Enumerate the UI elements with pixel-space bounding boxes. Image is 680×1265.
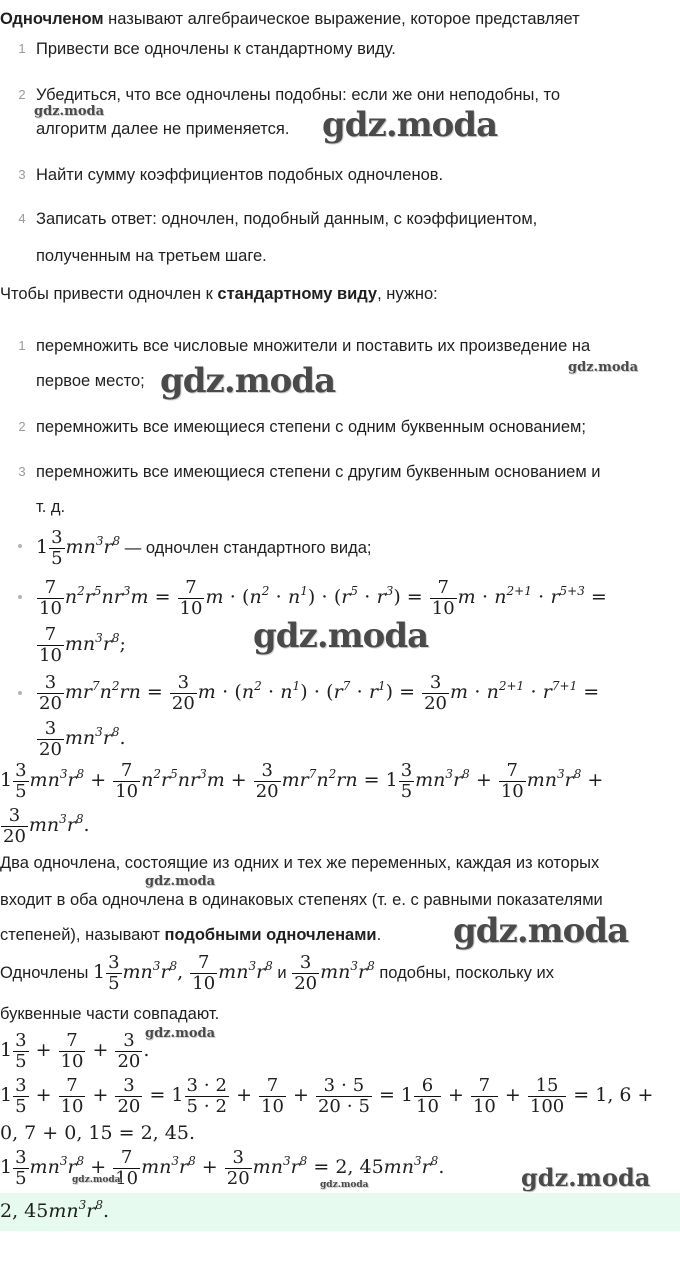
similar-example: Одночлены 1 $\frac{3}{5}$ $mn^3r^8$, $\frac{7}{10}$ $mn^3r^8$ и $\frac{3}{20}$ $mn^3r^8$ подобны, поскольку их xyxy=(0,951,554,994)
formula-bullet-2-cont: $\frac{7}{10}$ $mn^3r^8$; xyxy=(39,623,126,666)
standard-step-1-line-2: первое место; xyxy=(36,372,145,390)
algorithm-step-number: 2 xyxy=(18,87,26,102)
similar-definition-line-1: Два одночлена, состоящие из одних и тех же переменных, каждая из которых xyxy=(0,854,600,872)
algorithm-step-2-line-2: алгоритм далее не применяется. xyxy=(36,120,290,138)
standard-step-number: 2 xyxy=(18,419,26,434)
watermark: gdz.moda xyxy=(145,1026,216,1041)
formula-final-sum: 1 $\frac{3}{5}$ $mn^3r^8$ + $\frac{7}{10}$ $mn^3r^8$ + $\frac{3}{20}$ $mn^3r^8 = 2$, $45mn^3r^8$. xyxy=(0,1146,445,1189)
standard-step-1: перемножить все числовые множители и поставить их произведение на xyxy=(36,337,591,355)
bullet xyxy=(16,542,24,550)
standard-step-number: 3 xyxy=(18,464,26,479)
formula-coefficient-sum: 1 $\frac{3}{5}$ + $\frac{7}{10}$ + $\frac{3}{20}$ . xyxy=(0,1029,150,1072)
bullet xyxy=(16,593,24,601)
formula-coefficient-calc: 1 $\frac{3}{5}$ + $\frac{7}{10}$ + $\frac{3}{20}$ = 1 $\frac{3 \cdot 2}{5 \cdot 2}$ + $\frac{7}{10}$ + $\frac{3 \cdot 5}{20 \cdot 5}$ = 1 $\frac{6}{10}$ + $\frac{7}{10}$ + $\frac{15}{100}$ = 1, 6 + xyxy=(0,1074,654,1117)
algorithm-step-3: Найти сумму коэффициентов подобных одночленов. xyxy=(36,166,444,184)
formula-bullet-3: $\frac{3}{20}$ $mr^7n^2rn$ = $\frac{3}{20}$ $m \cdot (n^2 \cdot n^1) \cdot (r^7 \cdot r^1)$ = $\frac{3}{20}$ $m \cdot n^{2+1} \cdot r^{7+1}$ = xyxy=(39,671,600,714)
watermark: gdz.moda xyxy=(72,1175,121,1185)
algorithm-step-1: Привести все одночлены к стандартному виду. xyxy=(36,40,396,58)
formula-combined-cont: $\frac{3}{20}$ $mn^3r^8$. xyxy=(3,804,90,847)
formula-bullet-3-cont: $\frac{3}{20}$ $mn^3r^8$. xyxy=(39,717,126,760)
watermark: gdz.moda xyxy=(320,1180,369,1190)
watermark: gdz.moda xyxy=(34,104,105,119)
answer-value: 2, $45mn^3r^8$. xyxy=(0,1198,110,1222)
algorithm-step-4: Записать ответ: одночлен, подобный данным, с коэффициентом, xyxy=(36,210,538,228)
standard-step-3-line-2: т. д. xyxy=(36,498,66,516)
algorithm-step-number: 1 xyxy=(18,41,26,56)
formula-coefficient-result: 0, 7 + 0, 15 = 2, 45. xyxy=(0,1122,195,1144)
watermark: gdz.moda xyxy=(521,1163,651,1192)
similar-definition-line-3: степеней), называют подобными одночленами. xyxy=(0,926,382,944)
formula-bullet-2: $\frac{7}{10}$ $n^2r^5nr^3m$ = $\frac{7}{10}$ $m \cdot (n^2 \cdot n^1) \cdot (r^5 \cdot r^3)$ = $\frac{7}{10}$ $m \cdot n^{2+1} \cdot r^{5+3}$ = xyxy=(39,576,607,619)
watermark: gdz.moda xyxy=(253,616,429,656)
standard-step-number: 1 xyxy=(18,338,26,353)
similar-definition-line-2: входит в оба одночлена в одинаковых степенях (т. е. с равными показателями xyxy=(0,891,603,909)
watermark: gdz.moda xyxy=(145,874,216,889)
watermark: gdz.moda xyxy=(453,911,629,951)
algorithm-step-number: 3 xyxy=(18,167,26,182)
watermark: gdz.moda xyxy=(568,360,639,375)
standard-form-intro: Чтобы привести одночлен к стандартному виду, нужно: xyxy=(0,285,438,303)
algorithm-step-2: Убедиться, что все одночлены подобны: если же они неподобны, то xyxy=(36,86,561,104)
similar-example-line-2: буквенные части совпадают. xyxy=(0,1005,220,1023)
bullet xyxy=(16,689,24,697)
watermark: gdz.moda xyxy=(160,361,336,401)
formula-combined: 1 $\frac{3}{5}$ $mn^3r^8$ + $\frac{7}{10}$ $n^2r^5nr^3m$ + $\frac{3}{20}$ $mr^7n^2rn = 1$ $\frac{3}{5}$ $mn^3r^8$ + $\frac{7}{10}$ $mn^3r^8$ + xyxy=(0,759,604,802)
formula-bullet-1: 1 $\frac{3}{5}$ $mn^3r^8$ — одночлен стандартного вида; xyxy=(36,526,372,569)
monomial-definition: Одночленом называют алгебраическое выражение, которое представляет xyxy=(0,10,580,28)
algorithm-step-4-line-2: полученным на третьем шаге. xyxy=(36,247,267,265)
standard-step-3: перемножить все имеющиеся степени с другим буквенным основанием и xyxy=(36,463,601,481)
standard-step-2: перемножить все имеющиеся степени с одним буквенным основанием; xyxy=(36,418,586,436)
watermark: gdz.moda xyxy=(322,105,498,145)
algorithm-step-number: 4 xyxy=(18,211,26,226)
